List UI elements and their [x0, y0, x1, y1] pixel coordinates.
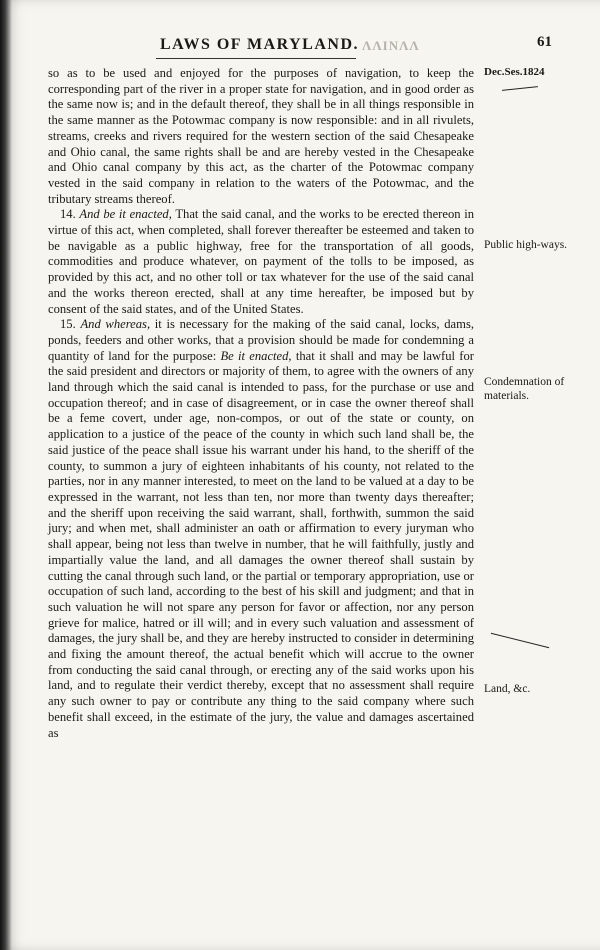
- pen-mark: [502, 86, 538, 91]
- section-text: it is necessary for the making of the said canal, locks, dams, ponds, feeders and other works, that a provision should be made for condemning a quantity of land for the purpose:: [48, 317, 474, 363]
- enacting-clause: Be it enacted,: [220, 348, 292, 363]
- section-number: 14.: [60, 207, 76, 222]
- running-title: LAWS OF MARYLAND.: [160, 36, 360, 53]
- section-text: That the said canal, and the works to be erected thereon in virtue of this act, when completed, shall forever thereafter be esteemed and taken to be navigable as a public highway, free for the transportation of all goods, commodities and produce whatever, on payment of the tolls to be imposed, as provided by this act, and no other toll or tax whatever for the use of the said canal and the works thereon erected, shall at any time hereafter, be imposed but by consent of the said states, and of the United States.: [48, 207, 474, 316]
- section-15: [48, 317, 474, 741]
- header-rule: [156, 58, 356, 59]
- paragraph-continuation: so as to be used and enjoyed for the purposes of navigation, to keep the corresponding part of the river in a proper state for navigation, and in good order as the same now is; and in the default thereof, they shall be in all things responsible in the same manner as the Potowmac company is now responsible: and in all rivulets, streams, creeks and rivers required for the western section of the said Chesapeake and Ohio canal, the same rights shall be and are hereby vested in the Chesapeake and Ohio canal company by this act, as the charter of the Potowmac company vested in the said company in relation to the waters of the Potowmac, and the tributary streams thereof.: [48, 66, 474, 206]
- page-number: 61: [537, 34, 552, 50]
- whereas-clause: And whereas,: [80, 317, 151, 332]
- bleed-through-text: ΛΛΙΝΛΛ: [362, 38, 420, 53]
- margin-note-public-highways: Public high-ways.: [484, 239, 568, 251]
- section-number: 15.: [60, 317, 76, 332]
- margin-note-land: Land, &c.: [484, 683, 531, 695]
- section-text: that it shall and may be lawful for the said president and directors or majority of them, to agree with the owners of any land through which the said canal is intended to pass, for the purchase or use and occupation thereof; and in case of disagreement, or in case the owner thereof shall be a feme covert, under age, non-compos, or out of the state or county, on application to a justice of the peace of the county in which such land shall be, the said justice of the peace shall issue his warrant under his hand, to the sheriff of the county, to summon a jury of eighteen inhabitants of his county, not related to the parties, nor in any manner interested, to meet on the land to be valued at a day to be expressed in the warrant, not less than ten, nor more than twenty days thereafter; and the sheriff upon receiving the said warrant, shall, forthwith, summon the said jury; and when met, shall administer an oath or affirmation to every juryman who shall appear, being not less than twelve in number, that he will faithfully, justly and impartially value the land, and all damages the owner thereof shall sustain by cutting the canal through such land, or the partial or temporary appropriation, use or occupation of such land, according to the best of his skill and judgment; and that in such valuation he will not spare any person for favor or affection, nor any person grieve for malice, hatred or ill will; and in every such valuation and assessment of damages, the jury shall be, and they are hereby instructed to consider in determining and fixing the amount thereof, the actual benefit which will accrue to the owner from conducting the said canal through, or erecting any of the said works upon his land, and to regulate their verdict thereby, except that no assessment shall require any such owner to pay or contribute any thing to the said company where such benefit shall exceed, in the estimate of the jury, the value and damages ascertained as: [48, 348, 474, 740]
- book-spine-shadow: [0, 0, 12, 950]
- margin-note-date: Dec.Ses.1824: [484, 66, 545, 78]
- enacting-clause: And be it enacted,: [79, 207, 172, 222]
- section-14: [48, 207, 474, 317]
- margin-note-condemnation: Condemnation of materials.: [484, 376, 565, 402]
- body-text: [48, 66, 474, 741]
- pen-mark: [491, 633, 549, 648]
